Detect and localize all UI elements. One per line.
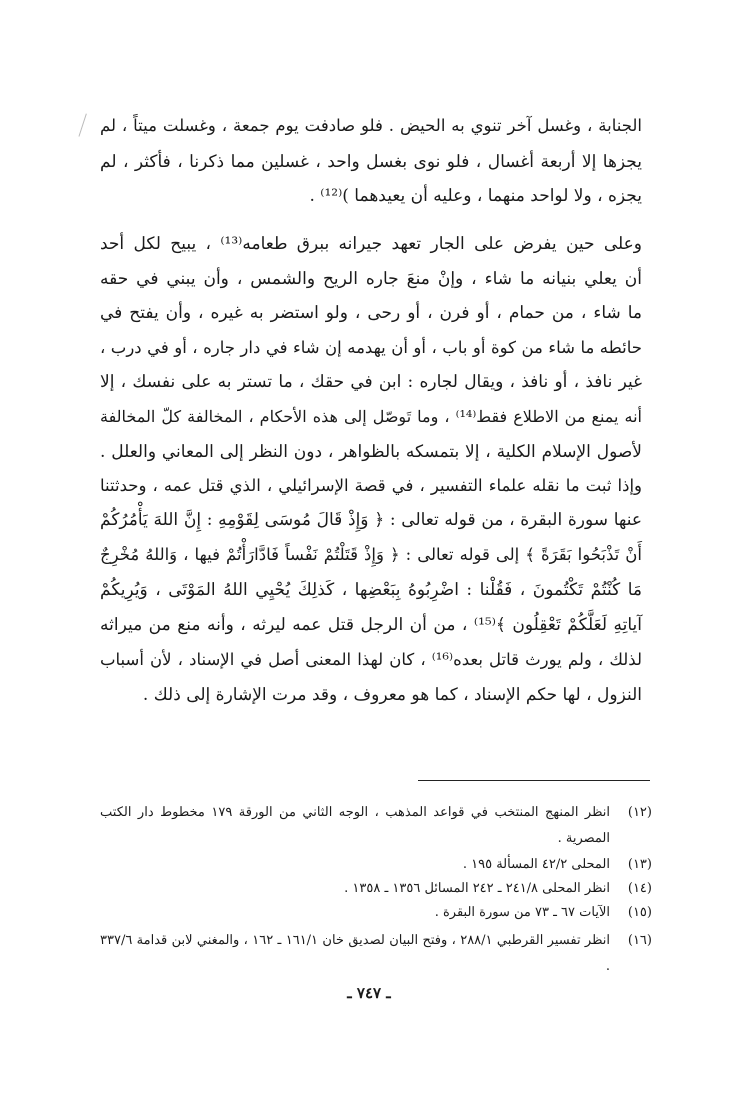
footnote-number: (١٣) — [627, 857, 652, 872]
quran-verse-line: أَنْ تَذْبَحُوا بَقَرَةً ﴾ إلى قوله تعالى : ﴿ وَإِذْ قَتَلْتُمْ نَفْساً فَادَّارَأْتُمْ فيها ، وَاللهُ مُخْرِجٌ — [100, 545, 642, 564]
quran-verse-line: آياتِهِ لَعَلَّكُمْ تَعْقِلُون ﴾⁽¹⁵⁾ ، من أن الرجل قتل عمه ليرثه ، وأنه منع من ميراثه — [100, 615, 642, 635]
quran-verse-line: عنها سورة البقرة ، من قوله تعالى : ﴿ وَإِذْ قَالَ مُوسَى لِقَوْمِهِ : إِنَّ اللهَ يَأْمُرُكُمْ — [100, 510, 642, 530]
text-line: يجزها إلا أربعة أغسال ، فلو نوى بغسل واحد ، غسلين مما ذكرنا ، فأكثر ، لم — [100, 152, 642, 172]
text-line: غير نافذ ، أو نافذ ، ويقال لجاره : ابن في حقك ، ما تستر به على نفسك ، إلا — [100, 372, 642, 392]
footnote-text: انظر المنهج المنتخب في قواعد المذهب ، الوجه الثاني من الورقة ١٧٩ مخطوط دار الكتب المصرية . — [100, 805, 610, 846]
text-line: لذلك ، ولم يورث قاتل بعده⁽¹⁶⁾ ، كان لهذا المعنى أصل في الإسناد ، لأن أسباب — [100, 650, 642, 669]
footnote-text: انظر المحلى ٢٤١/٨ ـ ٢٤٢ المسائل ١٣٥٦ ـ ١٣٥٨ . — [344, 881, 610, 896]
text-line: النزول ، لها حكم الإسناد ، كما هو معروف ، وقد مرت الإشارة إلى ذلك . — [142, 685, 642, 705]
footnote-text: انظر تفسير القرطبي ٢٨٨/١ ، وفتح البيان لصديق خان ١٦١/١ ـ ١٦٢ ، والمغني لابن قدامة ٣٣٧/٦ . — [100, 933, 611, 974]
footnote-text: المحلى ٤٢/٢ المسألة ١٩٥ . — [462, 857, 610, 872]
footnote-number: (١٦) — [627, 933, 652, 948]
footnote-separator-rule — [418, 780, 650, 781]
text-line: ما شاء ، من حمام ، أو فرن ، أو رحى ، ولو استضر به غيره ، وأن يفتح في — [100, 303, 642, 323]
footnote-number: (١٥) — [627, 905, 652, 920]
quran-verse-line: مَا كُنْتُمْ تَكْتُمونَ ، فَقُلْنا : اضْرِبُوهُ بِبَعْضِها ، كَذلِكَ يُحْيِي اللهُ المَوْتَى ، وَيُرِيكُمْ — [100, 580, 642, 600]
paragraph-first-line: وإذا ثبت ما نقله علماء التفسير ، في قصة الإسرائيلي ، الذي قتل عمه ، وحدثتنا — [100, 476, 642, 495]
text-line: أنه يمنع من الاطلاع فقط⁽¹⁴⁾ ، وما تَوصّل إلى هذه الأحكام ، المخالفة كلّ المخالفة — [100, 407, 643, 426]
footnote-text: الآيات ٦٧ ـ ٧٣ من سورة البقرة . — [434, 905, 610, 920]
text-line: أن يعلي بنيانه ما شاء ، وإنْ منعَ جاره الريح والشمس ، وأن يبني في حقه — [100, 269, 642, 289]
footnote-number: (١٢) — [627, 805, 652, 820]
footnote-number: (١٤) — [627, 881, 652, 896]
text-line: لأصول الإسلام الكلية ، إلا بتمسكه بالظواهر ، دون النظر إلى المعاني والعلل . — [100, 442, 642, 462]
text-line: حائطه ما شاء من كوة أو باب ، أو أن يهدمه إن شاء في دار جاره ، أو في درب ، — [100, 338, 642, 357]
margin-pencil-mark — [78, 114, 92, 139]
paragraph-first-line: وعلى حين يفرض على الجار تعهد جيرانه ببرق طعامه⁽¹³⁾ ، يبيح لكل أحد — [100, 234, 642, 254]
page-number: ـ ٧٤٧ ـ — [347, 984, 391, 1002]
text-line: الجنابة ، وغسل آخر تنوي به الحيض . فلو صادفت يوم جمعة ، وغسلت ميتاً ، لم — [100, 116, 642, 135]
text-line: يجزه ، ولا لواحد منهما ، وعليه أن يعيدهما )⁽¹²⁾ . — [309, 186, 642, 206]
